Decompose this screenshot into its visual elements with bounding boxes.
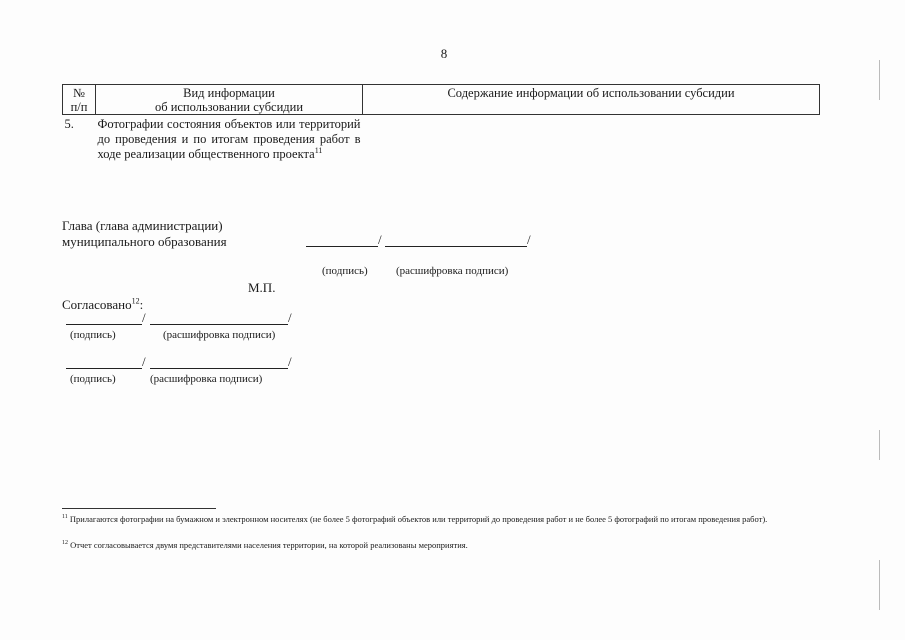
agreed-label [62,297,143,313]
footnote-12-text: Отчет согласовывается двумя представителями населения территории, на которой реализованы мероприятия. [70,540,468,550]
footnote-11 [62,514,832,525]
row-5-content [363,115,820,163]
agreed-1-signature-slash: / [142,310,146,325]
agreed-2-transcript-slash: / [288,354,292,369]
agreed-1-transcript-slash: / [288,310,292,325]
head-signature-caption: (подпись) [322,265,368,277]
footnote-12-marker: 12 [62,540,68,547]
header-info-type [96,85,363,115]
agreed-2-signature-slash: / [142,354,146,369]
header-number [63,85,96,115]
seal-label: М.П. [248,280,276,295]
head-transcript-caption: (расшифровка подписи) [396,265,509,277]
agreed-2-transcript-line [150,368,288,369]
agreed-1-transcript-line [150,324,288,325]
table-header-row [63,85,820,115]
footnote-separator [62,508,216,509]
footnote-11-text: Прилагаются фотографии на бумажном и электронном носителях (не более 5 фотографий объектов или территорий до проведения работ и не более 5 фотографий по итогам проведения работ). [69,514,768,524]
head-signature-slash: / [378,232,382,247]
row-5-description [96,115,363,163]
agreed-1-signature-caption: (подпись) [70,329,116,341]
page-number: 8 [440,46,448,61]
footnote-ref-11: 11 [314,145,323,155]
header-info-type-line1: Вид информации [183,86,275,100]
scan-edge-mark [879,60,880,100]
agreed-text: Согласовано [62,297,132,312]
head-transcript-slash: / [527,232,531,247]
header-info-type-line2: об использовании субсидии [154,100,304,114]
header-content: Содержание информации об использовании субсидии [363,85,820,115]
footnote-11-marker: 11 [62,514,68,521]
info-table [62,84,820,162]
footnote-12 [62,540,832,551]
scan-edge-mark [879,560,880,610]
agreed-2-signature-caption: (подпись) [70,373,116,385]
agreed-1-signature-line [66,324,142,325]
head-title-line2: муниципального образования [62,234,227,249]
table-row [63,115,820,163]
row-5-number: 5. [64,117,74,131]
head-signature-line [306,246,378,247]
row-5-description-text: Фотографии состояния объектов или территорий до проведения и по итогам проведения работ в ходе реализации общественного проекта [97,117,361,161]
header-number-line2: п/п [70,100,88,114]
head-title-line1: Глава (глава администрации) [62,218,223,233]
header-number-line1: № [73,86,85,100]
agreed-2-signature-line [66,368,142,369]
agreed-1-transcript-caption: (расшифровка подписи) [163,329,276,341]
agreed-2-transcript-caption: (расшифровка подписи) [150,373,263,385]
footnote-ref-12: 12 [131,296,140,306]
scan-edge-mark [879,430,880,460]
head-transcript-line [385,246,527,247]
agreed-colon: : [139,297,144,312]
